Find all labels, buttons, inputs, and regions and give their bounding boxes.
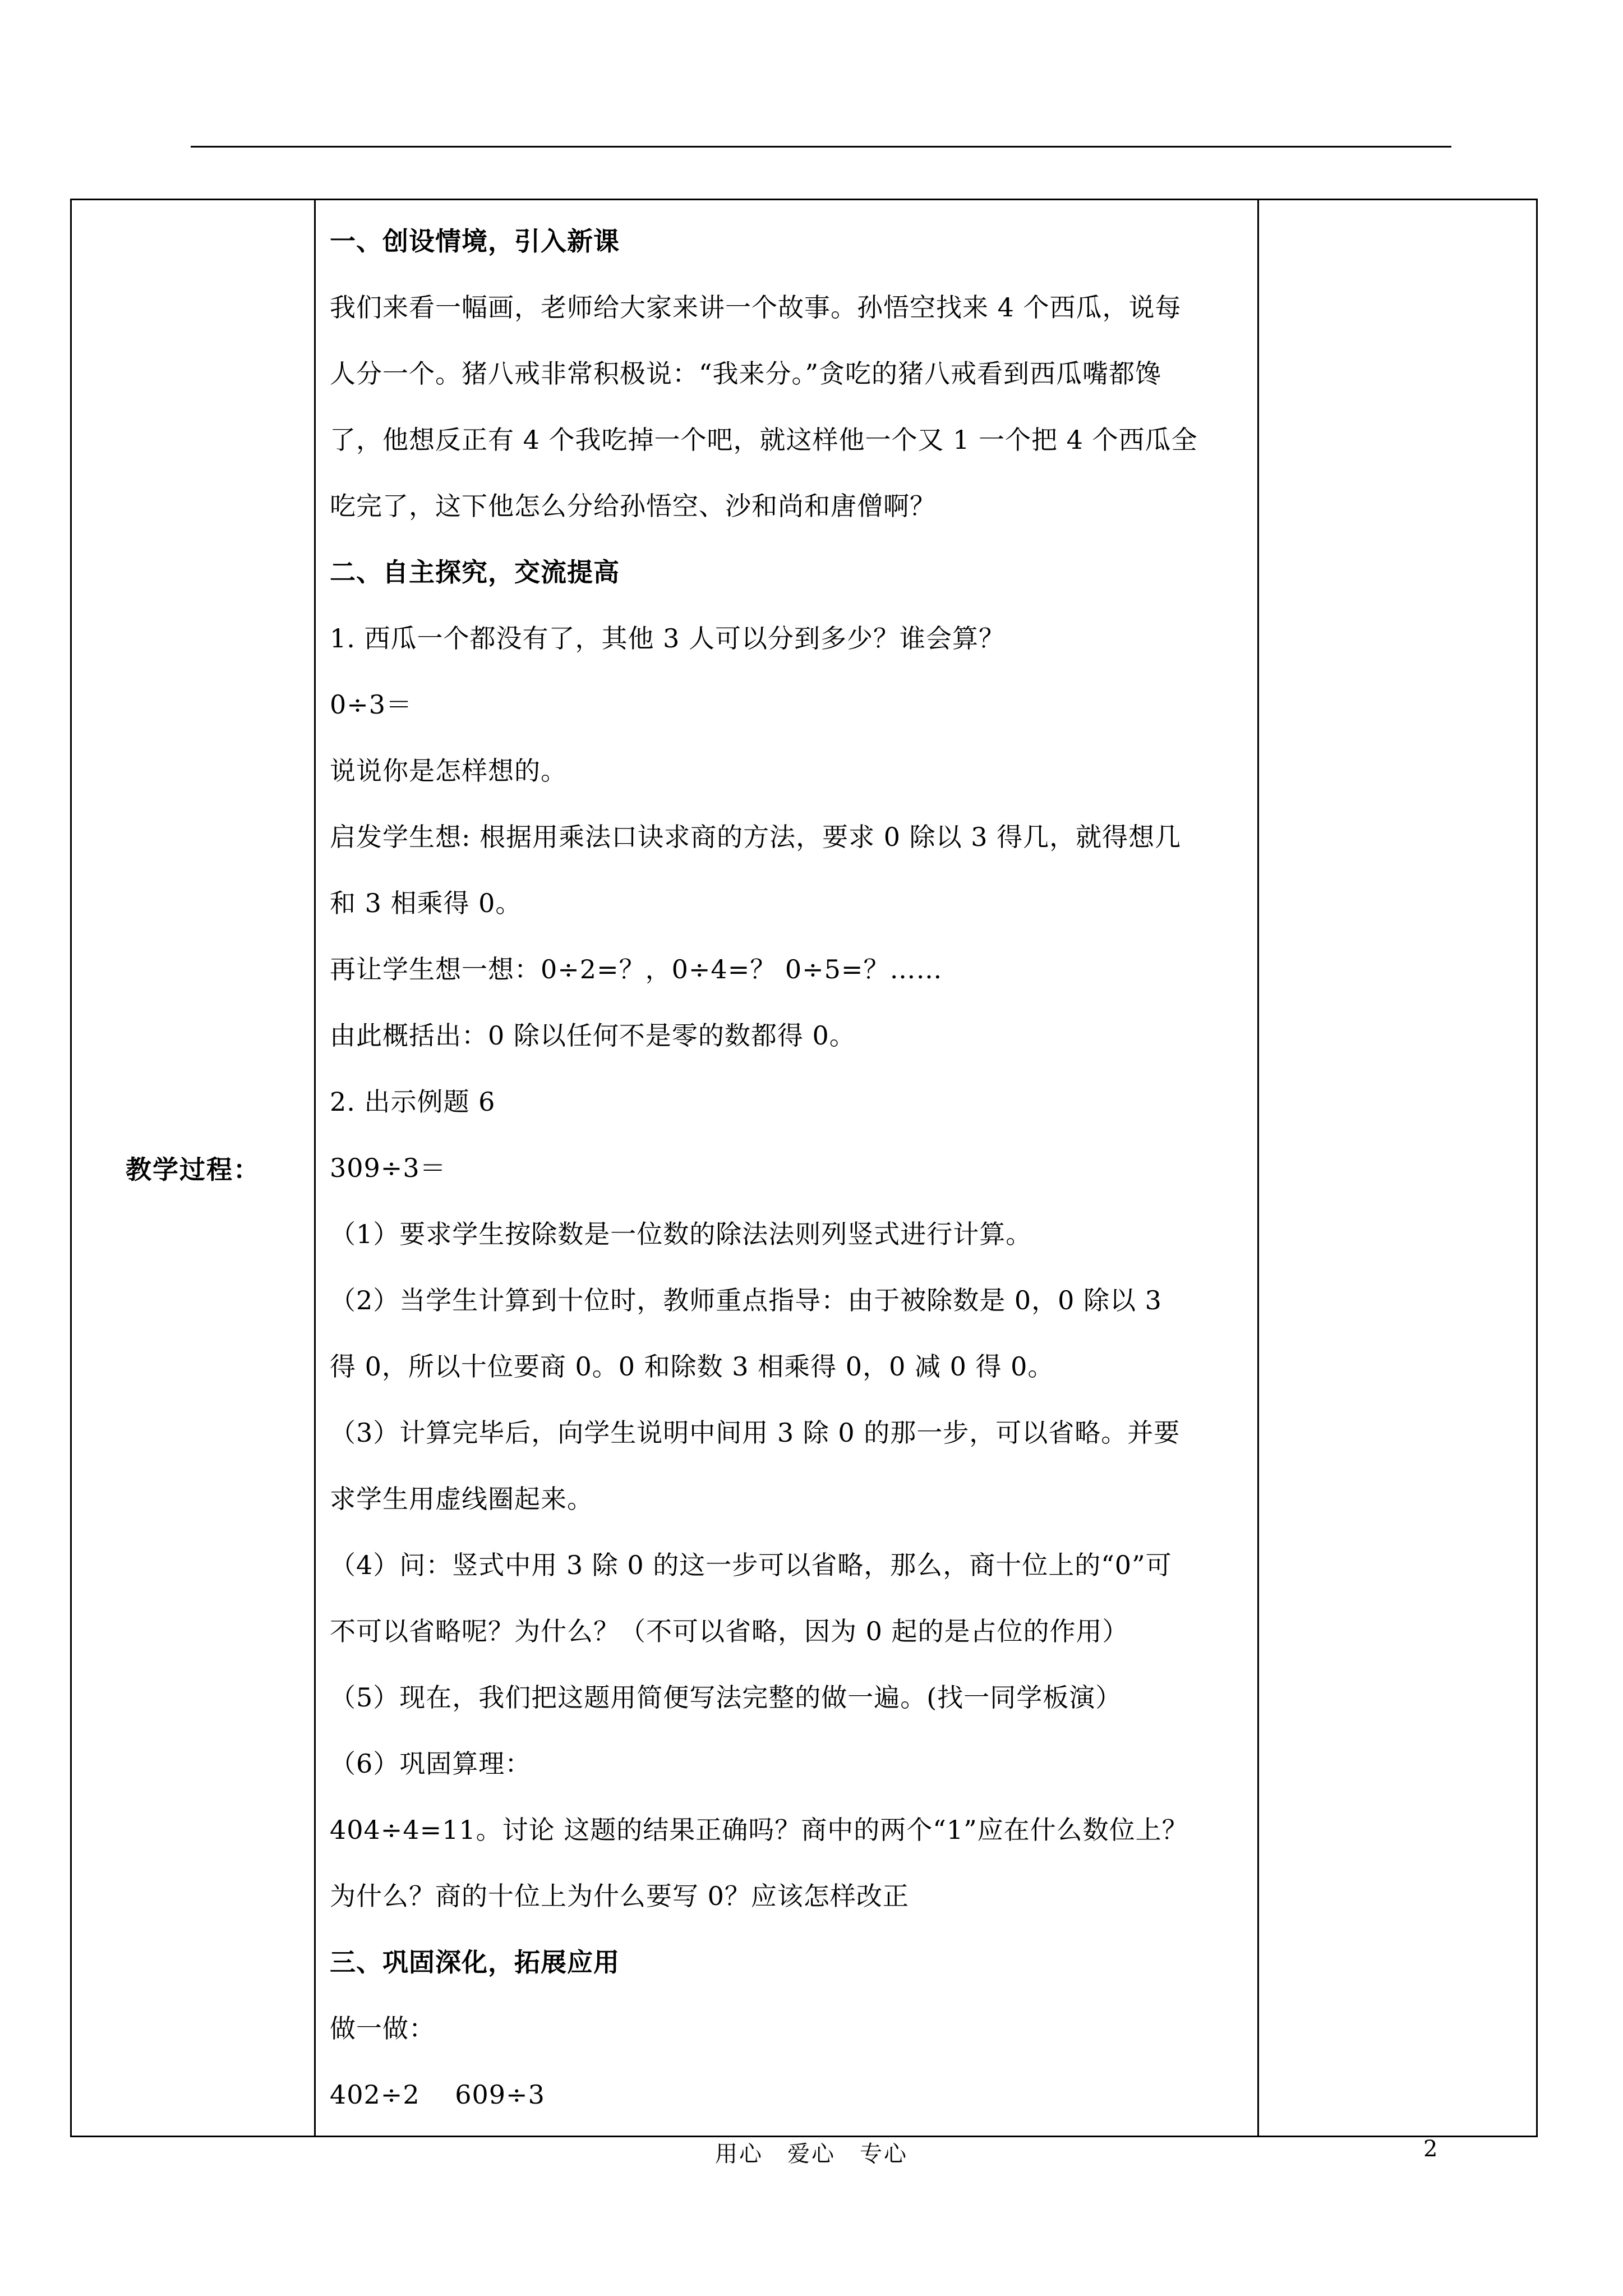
label-cell: [71, 200, 315, 2137]
page-number: 2: [1423, 2136, 1438, 2162]
text-line: 做一做：: [330, 2013, 435, 2044]
content-cell: [315, 200, 1258, 2137]
text-line: 2. 出示例题 6: [330, 1087, 496, 1117]
text-line: 说说你是怎样想的。: [330, 756, 567, 786]
text-line: 404÷4=11。讨论 这题的结果正确吗？商中的两个“1”应在什么数位上？: [330, 1815, 1188, 1845]
text-line: 为什么？商的十位上为什么要写 0？应该怎样改正: [330, 1881, 909, 1911]
header-rule: [191, 146, 1451, 148]
text-line: 和 3 相乘得 0。: [330, 888, 522, 918]
text-line: 1. 西瓜一个都没有了，其他 3 人可以分到多少？谁会算？: [330, 623, 1006, 654]
section-heading: 三、巩固深化，拓展应用: [330, 1947, 620, 1977]
page-footer: 用心 爱心 专心: [715, 2141, 908, 2167]
text-line: （6）巩固算理：: [330, 1749, 532, 1779]
section-heading: 二、自主探究，交流提高: [330, 557, 620, 587]
text-line: 得 0，所以十位要商 0。0 和除数 3 相乘得 0，0 减 0 得 0。: [330, 1351, 1054, 1382]
text-line: （2）当学生计算到十位时，教师重点指导：由于被除数是 0，0 除以 3: [330, 1285, 1162, 1315]
text-line: （4）问：竖式中用 3 除 0 的这一步可以省略，那么，商十位上的“0”可: [330, 1550, 1172, 1580]
table-row: [71, 200, 1537, 2137]
text-line: 了，他想反正有 4 个我吃掉一个吧，就这样他一个又 1 一个把 4 个西瓜全: [330, 425, 1198, 455]
text-line: （1）要求学生按除数是一位数的除法法则列竖式进行计算。: [330, 1219, 1032, 1249]
text-line: 启发学生想: 根据用乘法口诀求商的方法，要求 0 除以 3 得几，就得想几: [330, 822, 1182, 852]
text-line: 309÷3＝: [330, 1153, 446, 1183]
teaching-process-label: 教学过程：: [126, 1154, 260, 1185]
text-line: 吃完了，这下他怎么分给孙悟空、沙和尚和唐僧啊？: [330, 491, 936, 521]
text-line: 人分一个。猪八戒非常积极说：“我来分。”贪吃的猪八戒看到西瓜嘴都馋: [330, 358, 1162, 389]
content-lines: [330, 208, 1246, 2128]
text-line: 0÷3＝: [330, 689, 413, 720]
text-line: （5）现在，我们把这题用简便写法完整的做一遍。(找一同学板演）: [330, 1682, 1122, 1713]
text-line: 求学生用虚线圈起来。: [330, 1484, 593, 1514]
text-line: 不可以省略呢？为什么？（不可以省略，因为 0 起的是占位的作用）: [330, 1616, 1129, 1646]
text-line: 由此概括出：0 除以任何不是零的数都得 0。: [330, 1020, 856, 1051]
text-line: 402÷2 609÷3: [330, 2079, 545, 2110]
notes-cell: [1258, 200, 1537, 2137]
text-line: 我们来看一幅画，老师给大家来讲一个故事。孙悟空找来 4 个西瓜，说每: [330, 292, 1182, 323]
text-line: 再让学生想一想：0÷2=？，0÷4=？ 0÷5=？……: [330, 954, 943, 984]
section-heading: 一、创设情境，引入新课: [330, 226, 620, 256]
lesson-plan-table: [70, 199, 1538, 2137]
text-line: （3）计算完毕后，向学生说明中间用 3 除 0 的那一步，可以省略。并要: [330, 1418, 1181, 1448]
